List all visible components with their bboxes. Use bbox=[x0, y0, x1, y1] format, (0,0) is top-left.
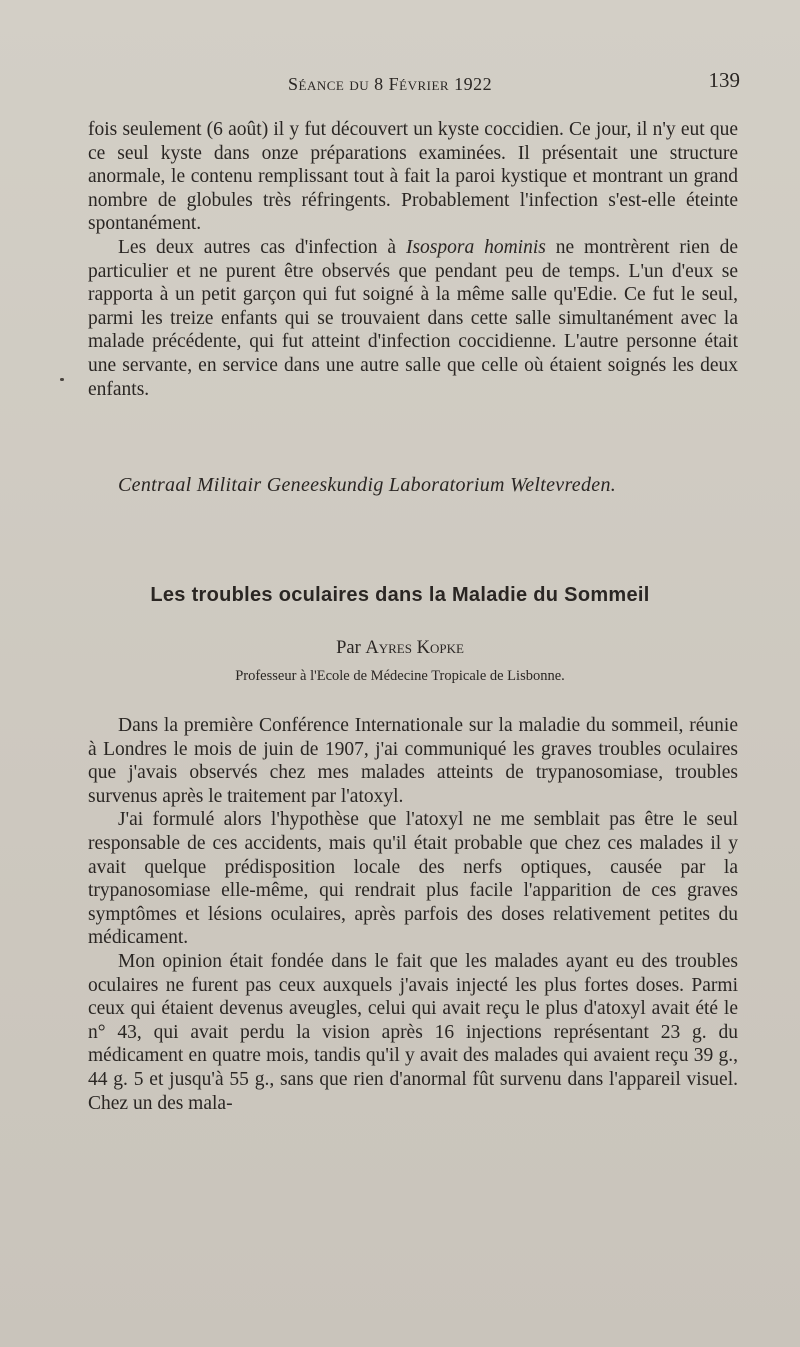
previous-article-text bbox=[88, 118, 738, 401]
article-title: Les troubles oculaires dans la Maladie du Sommeil bbox=[150, 584, 650, 606]
article-body bbox=[88, 714, 738, 1115]
author-name: Ayres Kopke bbox=[365, 638, 464, 658]
paragraph-text: Les deux autres cas d'infection à Isospora hominis ne montrèrent rien de particulier et ne purent être observés que pendant peu de temps. L'un d'eux se rapporta à un petit garçon qui fut soigné à la même salle qu'Edie. Ce fut le seul, parmi les treize enfants qui se trouvaient dans cette salle simultanément avec la malade précédente, qui fut atteint d'infection coccidienne. L'autre personne était une servante, en service dans une autre salle que celle où étaient soignés les deux enfants. bbox=[88, 236, 738, 400]
paragraph bbox=[88, 236, 738, 401]
paragraph: Dans la première Conférence Internationale sur la maladie du sommeil, réunie à Londres le mois de juin de 1907, j'ai communiqué les graves troubles oculaires que j'avais observés chez mes malades atteints de trypanosomiase, troubles survenus après le traitement par l'atoxyl. bbox=[88, 715, 738, 807]
author-affiliation: Professeur à l'Ecole de Médecine Tropicale de Lisbonne. bbox=[235, 668, 565, 684]
page-number: 139 bbox=[708, 68, 740, 92]
paragraph: Mon opinion était fondée dans le fait que les malades ayant eu des troubles oculaires ne furent pas ceux auxquels j'avais injecté les plus fortes doses. Parmi ceux qui étaient devenus aveugles, celui qui avait reçu le plus d'atoxyl avait été le n° 43, qui avait perdu la vision après 16 injections représentant 23 g. du médicament en quatre mois, tandis qu'il y avait des malades qui avaient reçu 39 g., 44 g. 5 et jusqu'à 55 g., sans que rien d'anormal fût survenu dans l'appareil visuel. Chez un des mala- bbox=[88, 950, 738, 1114]
margin-mark bbox=[60, 378, 64, 381]
byline-prefix: Par bbox=[336, 638, 361, 658]
page-header bbox=[100, 64, 740, 100]
species-name: Isospora hominis bbox=[405, 236, 546, 258]
paragraph: J'ai formulé alors l'hypothèse que l'atoxyl ne me semblait pas être le seul responsable de ces accidents, mais qu'il était probable que chez ces malades il y avait quelque prédisposition locale des nerfs optiques, causée par la trypanosomiase elle-même, qui rendrait plus facile l'apparition de ces graves symptômes et lésions oculaires, après parfois des doses relativement petites du médicament. bbox=[88, 809, 738, 949]
laboratory-signature: Centraal Militair Geneeskundig Laboratorium Weltevreden. bbox=[118, 474, 617, 496]
running-title: Séance du 8 Février 1922 bbox=[288, 74, 493, 94]
byline bbox=[0, 638, 800, 659]
paragraph: fois seulement (6 août) il y fut découvert un kyste coccidien. Ce jour, il n'y eut que ce seul kyste dans onze préparations examinées. Il présentait une structure anormale, le contenu remplissant tout à fait la paroi kystique et montrant un grand nombre de globules très réfringents. Probablement l'infection s'est-elle éteinte spontanément. bbox=[88, 119, 738, 235]
